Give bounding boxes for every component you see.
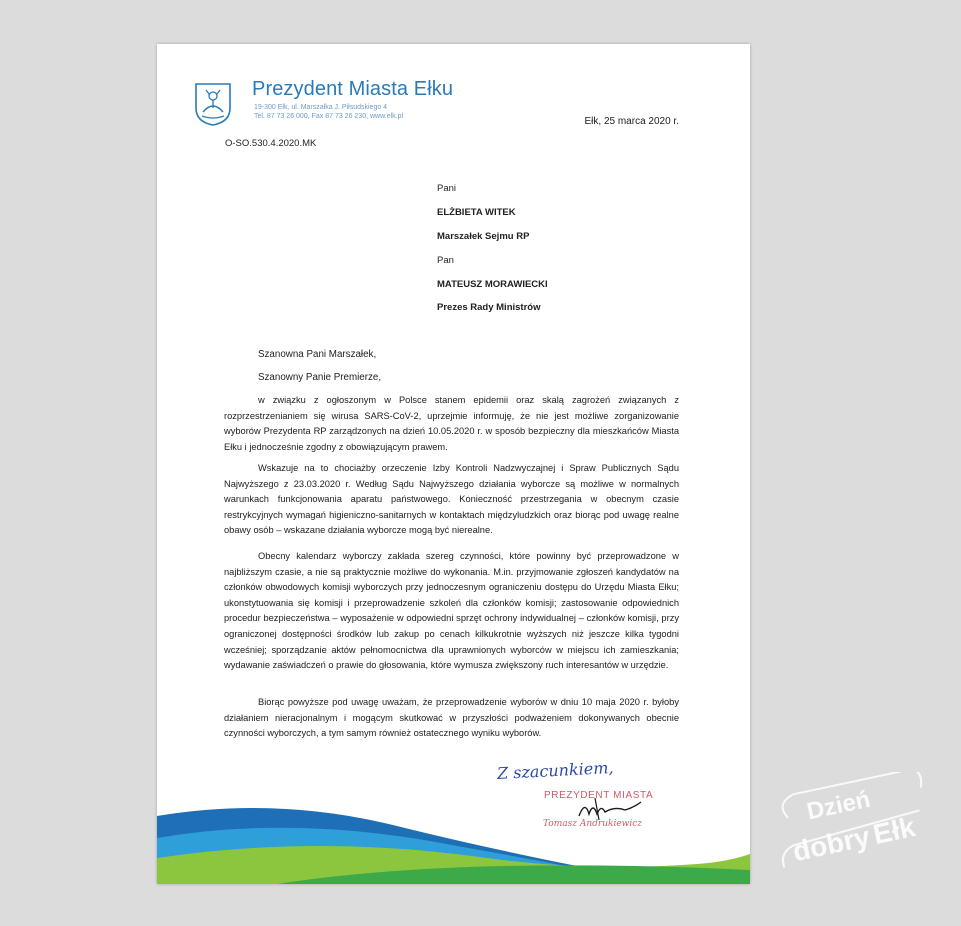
letterhead-address: 19-300 Ełk, ul. Marszałka J. Piłsudskiego 4 [254,104,388,111]
letterhead-title: Prezydent Miasta Ełku [252,78,454,100]
recipient-salutation: Pani [437,183,457,194]
footer-waves-decoration [157,796,750,884]
letterhead-contact: Tel. 87 73 26 000, Fax 87 73 26 230, www.elk.pl [254,113,404,120]
stamp-name: Tomasz Andrukiewicz [543,819,643,829]
body-paragraph: Obecny kalendarz wyborczy zakłada szereg czynności, które powinny być przeprowadzone w najbliższym czasie, a nie są praktycznie możliwe do wykonania. M.in. przyjmowanie zgłoszeń kandydatów na członków obwodowych komisji wyborczych przy jednoczesnym ograniczeniu dostępu do Urzędu Miasta Ełku; ukonstytuowania się komisji i przeprowadzenie szkoleń dla członków komisji; zastosowanie odpowiednich procedur bezpieczeństwa – wyposażenie w odpowiedni sprzęt ochrony indywidualnej – członków komisji, przy ograniczonej dostępności środków lub zakup po cenach kilkukrotnie wyższych niż jeszcze kilka tygodni wcześniej; sporządzanie aktów pełnomocnictwa dla uprawnionych wyborców w miejscu ich zamieszkania; wydawanie zaświadczeń o prawie do głosowania, które wymusza zwiększony ruch interesantów w urzędzie. [224,551,679,671]
recipient-name: MATEUSZ MORAWIECKI [437,279,548,290]
handwritten-closing: Z szacunkiem, [496,757,614,784]
recipient-role: Prezes Rady Ministrów [437,302,541,313]
watermark-text-line2: dobry [790,820,873,868]
letter-page [157,44,750,884]
letter-date: Ełk, 25 marca 2020 r. [584,116,679,127]
reference-number: O-SO.530.4.2020.MK [225,138,317,149]
greeting: Szanowny Panie Premierze, [258,372,382,383]
recipient-role: Marszałek Sejmu RP [437,231,530,242]
dzien-dobry-elk-watermark [770,772,940,868]
body-paragraph: Biorąc powyższe pod uwagę uważam, że przeprowadzenie wyborów w dniu 10 maja 2020 r. byłoby działaniem nieracjonalnym i mogącym skutkować w przyszłości podważeniem dokonywanych obecnie czynności wyborczych, a tym samym również ostatecznego wyniku wyborów. [224,697,679,739]
recipient-salutation: Pan [437,255,454,266]
stamp-title: PREZYDENT MIASTA [544,790,654,801]
greeting: Szanowna Pani Marszałek, [258,349,377,360]
body-paragraph: Wskazuje na to chociażby orzeczenie Izby Kontroli Nadzwyczajnej i Spraw Publicznych Sądu Najwyższego z 23.03.2020 r. Według Sądu Najwyższego działania wyborcze są możliwe w normalnych warunkach funkcjonowania aparatu państwowego. Konieczność przestrzegania w obecnym czasie restrykcyjnych wymagań higieniczno-sanitarnych w kontaktach międzyludzkich oraz biorąc pod uwagę realne obawy osób – wskazane działania wyborcze mogą być nierealne. [224,463,679,536]
recipient-name: ELŻBIETA WITEK [437,207,516,218]
body-paragraph: w związku z ogłoszonym w Polsce stanem epidemii oraz skalą zagrożeń związanych z rozprzestrzenianiem się wirusa SARS-CoV-2, uprzejmie informuję, że nie jest możliwe zorganizowanie wyborów Prezydenta RP zarządzonych na dzień 10.05.2020 r. w sposób bezpieczny dla mieszkańców Miasta Ełku i jednocześnie zgodny z obowiązującym prawem. [224,395,679,452]
watermark-text-line3: Ełk [870,811,918,851]
watermark-text-line1: Dzień [804,785,873,826]
city-crest-icon [194,82,232,126]
